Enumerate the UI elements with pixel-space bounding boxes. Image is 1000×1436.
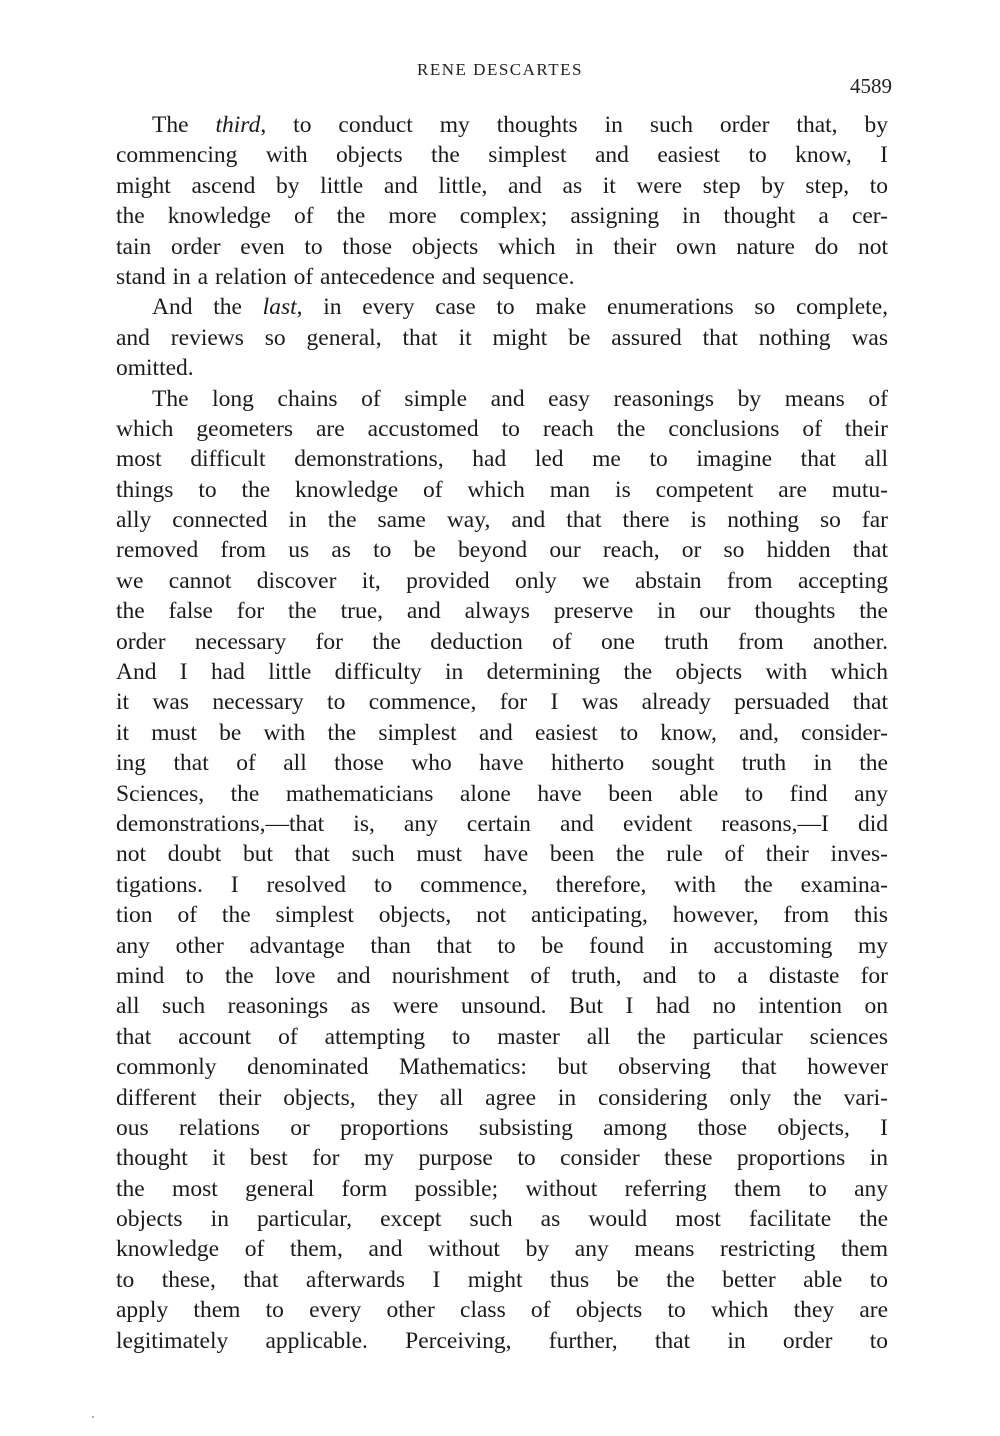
text-line xyxy=(116,1113,888,1143)
text-run: ing that of all those who have hitherto sought truth in the xyxy=(116,750,888,777)
text-run: any other advantage than that to be found in accustoming my xyxy=(116,932,888,959)
page-number: 4589 xyxy=(850,74,892,98)
text-line xyxy=(116,1143,888,1173)
text-line xyxy=(116,323,888,353)
text-line xyxy=(116,1265,888,1295)
text-line xyxy=(116,353,888,383)
text-line xyxy=(116,201,888,231)
text-line xyxy=(116,171,888,201)
paragraph xyxy=(116,384,888,1357)
text-line xyxy=(116,1204,888,1234)
text-line xyxy=(116,1022,888,1052)
text-run: tigations. I resolved to commence, therefore, with the examina- xyxy=(116,871,888,898)
text-line xyxy=(116,110,888,140)
text-run: apply them to every other class of objects to which they are xyxy=(116,1297,888,1324)
text-line xyxy=(116,657,888,687)
text-run: not doubt but that such must have been the rule of their inves- xyxy=(116,841,888,868)
text-run: And the xyxy=(152,294,263,321)
text-line xyxy=(116,140,888,170)
text-run: tion of the simplest objects, not anticipating, however, from this xyxy=(116,902,888,929)
text-line xyxy=(116,931,888,961)
text-run: demonstrations,—that is, any certain and evident reasons,—I did xyxy=(116,810,888,837)
body-text xyxy=(116,110,888,1356)
text-run: stand in a relation of antecedence and sequence. xyxy=(116,263,575,290)
text-run: might ascend by little and little, and as it were step by step, to xyxy=(116,172,888,199)
text-line xyxy=(116,475,888,505)
emphasis: last xyxy=(262,294,297,321)
text-run: commencing with objects the simplest and easiest to know, I xyxy=(116,142,888,169)
text-line xyxy=(116,1174,888,1204)
paragraph xyxy=(116,110,888,292)
text-run: the knowledge of the more complex; assigning in thought a cer- xyxy=(116,203,888,230)
text-run: , to conduct my thoughts in such order that, by xyxy=(260,112,888,138)
text-run: things to the knowledge of which man is competent are mutu- xyxy=(116,476,888,503)
text-run: Sciences, the mathematicians alone have been able to find any xyxy=(116,780,888,807)
text-line xyxy=(116,961,888,991)
text-run: the most general form possible; without referring them to any xyxy=(116,1175,888,1202)
text-line xyxy=(116,262,888,292)
text-line xyxy=(116,1295,888,1325)
text-run: knowledge of them, and without by any means restricting them xyxy=(116,1236,888,1263)
text-line xyxy=(116,687,888,717)
text-line xyxy=(116,414,888,444)
text-line xyxy=(116,748,888,778)
text-run: And I had little difficulty in determining the objects with which xyxy=(116,659,888,686)
text-run: mind to the love and nourishment of truth, and to a distaste for xyxy=(116,962,888,989)
text-line xyxy=(116,1326,888,1356)
text-line xyxy=(116,839,888,869)
text-line xyxy=(116,596,888,626)
text-run: tain order even to those objects which in their own nature do not xyxy=(116,233,888,260)
text-run: different their objects, they all agree in considering only the vari- xyxy=(116,1084,888,1111)
text-line xyxy=(116,900,888,930)
text-run: ally connected in the same way, and that there is nothing so far xyxy=(116,507,888,534)
text-line xyxy=(116,444,888,474)
running-head: RENE DESCARTES xyxy=(417,60,583,79)
text-line xyxy=(116,566,888,596)
text-run: ous relations or proportions subsisting among those objects, I xyxy=(116,1114,888,1141)
text-run: objects in particular, except such as would most facilitate the xyxy=(116,1206,888,1233)
text-run: removed from us as to be beyond our reach, or so hidden that xyxy=(116,537,888,564)
text-line xyxy=(116,1052,888,1082)
text-run: legitimately applicable. Perceiving, further, that in order to xyxy=(116,1327,888,1354)
text-line xyxy=(116,232,888,262)
text-line xyxy=(116,505,888,535)
emphasis: third xyxy=(215,112,261,138)
text-run: to these, that afterwards I might thus be the better able to xyxy=(116,1266,888,1293)
text-line xyxy=(116,779,888,809)
text-line xyxy=(116,870,888,900)
text-line xyxy=(116,292,888,322)
text-line xyxy=(116,718,888,748)
text-run: commonly denominated Mathematics: but observing that however xyxy=(116,1054,888,1081)
text-run: , in every case to make enumerations so complete, xyxy=(296,294,888,321)
text-run: The xyxy=(152,112,216,138)
text-line xyxy=(116,1083,888,1113)
text-run: it was necessary to commence, for I was already persuaded that xyxy=(116,689,888,716)
text-line xyxy=(116,384,888,414)
text-run: we cannot discover it, provided only we abstain from accepting xyxy=(116,567,888,594)
text-line xyxy=(116,991,888,1021)
text-run: The long chains of simple and easy reasonings by means of xyxy=(152,385,888,412)
text-line xyxy=(116,627,888,657)
text-run: thought it best for my purpose to consider these proportions in xyxy=(116,1145,888,1172)
paragraph xyxy=(116,292,888,383)
text-run: and reviews so general, that it might be assured that nothing was xyxy=(116,324,888,351)
text-run: all such reasonings as were unsound. But I had no intention on xyxy=(116,993,888,1020)
text-run: it must be with the simplest and easiest to know, and, consider- xyxy=(116,719,888,746)
text-run: which geometers are accustomed to reach the conclusions of their xyxy=(116,415,888,442)
text-line xyxy=(116,535,888,565)
text-run: that account of attempting to master all the particular sciences xyxy=(116,1023,888,1050)
text-run: omitted. xyxy=(116,355,194,382)
text-line xyxy=(116,809,888,839)
text-run: the false for the true, and always preserve in our thoughts the xyxy=(116,598,888,625)
text-line xyxy=(116,1234,888,1264)
text-run: most difficult demonstrations, had led me to imagine that all xyxy=(116,446,888,473)
scan-speck xyxy=(92,1416,94,1418)
text-run: order necessary for the deduction of one truth from another. xyxy=(116,628,888,655)
